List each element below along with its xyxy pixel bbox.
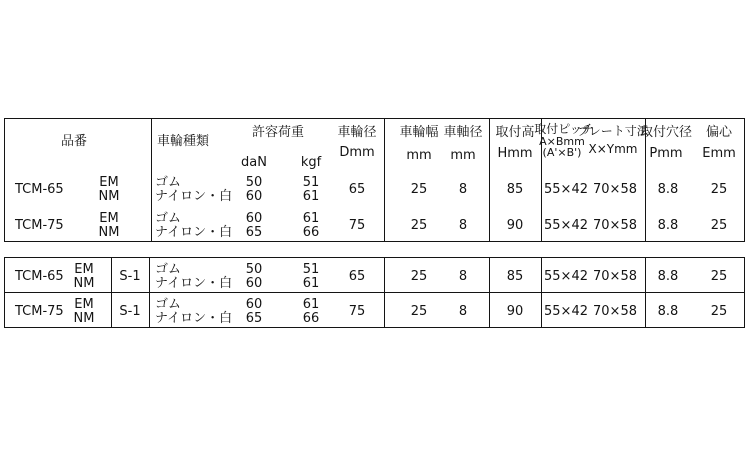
eccentricity-header: 偏心 bbox=[705, 125, 733, 140]
t1-row0-model: TCM-65 bbox=[15, 182, 64, 197]
allowable-load-header: 許容荷重 bbox=[251, 125, 305, 140]
plate-size-header: プレート寸法 bbox=[577, 124, 649, 138]
t1-row0-type-1: ゴム bbox=[155, 175, 182, 190]
t1-row1-dan-1: 60 bbox=[245, 211, 263, 226]
t1-row0-kgf-1: 51 bbox=[302, 175, 320, 190]
t1-row1-axle-dia: 8 bbox=[458, 218, 468, 233]
t2-row0-type-1: ゴム bbox=[155, 262, 182, 277]
t2-row0-mount-pitch: 55×42 bbox=[544, 269, 588, 284]
dan-unit-header: daN bbox=[241, 155, 267, 170]
mount-pitch-header: 取付ピッチ bbox=[534, 122, 594, 136]
t2-row1-variant-2: NM bbox=[73, 311, 95, 326]
hole-dia-unit: Pmm bbox=[649, 146, 683, 161]
part-number-header: 品番 bbox=[60, 134, 88, 149]
t2-row0-mount-height: 85 bbox=[506, 269, 524, 284]
t2-row0-eccentricity: 25 bbox=[710, 269, 728, 284]
t2-row1-mount-height: 90 bbox=[506, 304, 524, 319]
t1-row1-mount-height: 90 bbox=[506, 218, 524, 233]
t1-row1-kgf-2: 66 bbox=[302, 225, 320, 240]
t2-row0-plate-size: 70×58 bbox=[593, 269, 637, 284]
t1-row0-axle-dia: 8 bbox=[458, 182, 468, 197]
t1-row1-type-1: ゴム bbox=[155, 211, 182, 226]
t2-row0-stopper: S-1 bbox=[119, 269, 141, 284]
t2-row0-dan-1: 50 bbox=[245, 262, 263, 277]
mount-height-header: 取付高 bbox=[495, 125, 535, 140]
t1-row1-variant-1: EM bbox=[99, 211, 119, 226]
t2-row0-wheel-width: 25 bbox=[410, 269, 428, 284]
t1-row0-eccentricity: 25 bbox=[710, 182, 728, 197]
t2-row0-variant-2: NM bbox=[73, 276, 95, 291]
t1-row0-wheel-dia: 65 bbox=[348, 182, 366, 197]
t1-row0-dan-1: 50 bbox=[245, 175, 263, 190]
t1-row1-type-2: ナイロン・白 bbox=[155, 225, 233, 240]
t1-row0-mount-pitch: 55×42 bbox=[544, 182, 588, 197]
t1-row1-mount-pitch: 55×42 bbox=[544, 218, 588, 233]
divider bbox=[384, 119, 385, 241]
mount-pitch-unit: A×Bmm bbox=[539, 135, 585, 148]
spec-table-plain bbox=[4, 118, 745, 242]
eccentricity-unit: Emm bbox=[702, 146, 736, 161]
t2-row1-axle-dia: 8 bbox=[458, 304, 468, 319]
t1-row1-hole-dia: 8.8 bbox=[657, 218, 679, 233]
t2-row0-model: TCM-65 bbox=[15, 269, 64, 284]
mount-height-unit: Hmm bbox=[497, 146, 533, 161]
t2-row1-stopper: S-1 bbox=[119, 304, 141, 319]
divider bbox=[5, 292, 744, 293]
t2-row1-dan-1: 60 bbox=[245, 297, 263, 312]
t1-row0-wheel-width: 25 bbox=[410, 182, 428, 197]
t2-row1-wheel-dia: 75 bbox=[348, 304, 366, 319]
hole-dia-header: 取付穴径 bbox=[639, 125, 693, 140]
t2-row1-dan-2: 65 bbox=[245, 311, 263, 326]
t1-row0-variant-2: NM bbox=[98, 189, 120, 204]
t1-row0-mount-height: 85 bbox=[506, 182, 524, 197]
t1-row0-plate-size: 70×58 bbox=[593, 182, 637, 197]
wheel-width-header: 車輪幅 bbox=[399, 125, 439, 140]
t1-row1-model: TCM-75 bbox=[15, 218, 64, 233]
spec-table-stopper bbox=[4, 257, 745, 328]
t2-row1-mount-pitch: 55×42 bbox=[544, 304, 588, 319]
axle-dia-unit: mm bbox=[450, 148, 476, 163]
wheel-type-header: 車輪種類 bbox=[156, 134, 210, 149]
t1-row0-variant-1: EM bbox=[99, 175, 119, 190]
t2-row1-kgf-1: 61 bbox=[302, 297, 320, 312]
t2-row0-variant-1: EM bbox=[74, 262, 94, 277]
t1-row1-wheel-width: 25 bbox=[410, 218, 428, 233]
divider bbox=[151, 119, 152, 241]
t2-row0-kgf-2: 61 bbox=[302, 276, 320, 291]
t1-row1-dan-2: 65 bbox=[245, 225, 263, 240]
t1-row1-kgf-1: 61 bbox=[302, 211, 320, 226]
t1-row0-hole-dia: 8.8 bbox=[657, 182, 679, 197]
t2-row0-hole-dia: 8.8 bbox=[657, 269, 679, 284]
t2-row0-axle-dia: 8 bbox=[458, 269, 468, 284]
t2-row0-dan-2: 60 bbox=[245, 276, 263, 291]
wheel-width-unit: mm bbox=[406, 148, 432, 163]
t1-row0-dan-2: 60 bbox=[245, 189, 263, 204]
t1-row1-variant-2: NM bbox=[98, 225, 120, 240]
t1-row1-wheel-dia: 75 bbox=[348, 218, 366, 233]
t1-row0-type-2: ナイロン・白 bbox=[155, 189, 233, 204]
t2-row0-type-2: ナイロン・白 bbox=[155, 276, 233, 291]
t2-row1-type-2: ナイロン・白 bbox=[155, 311, 233, 326]
t2-row1-kgf-2: 66 bbox=[302, 311, 320, 326]
t1-row1-plate-size: 70×58 bbox=[593, 218, 637, 233]
t2-row0-kgf-1: 51 bbox=[302, 262, 320, 277]
t1-row1-eccentricity: 25 bbox=[710, 218, 728, 233]
t2-row1-eccentricity: 25 bbox=[710, 304, 728, 319]
axle-dia-header: 車軸径 bbox=[443, 125, 483, 140]
t2-row1-variant-1: EM bbox=[74, 297, 94, 312]
wheel-dia-unit: Dmm bbox=[339, 145, 375, 160]
t2-row1-plate-size: 70×58 bbox=[593, 304, 637, 319]
t2-row1-wheel-width: 25 bbox=[410, 304, 428, 319]
t2-row1-type-1: ゴム bbox=[155, 297, 182, 312]
plate-size-unit: X×Ymm bbox=[588, 142, 638, 156]
divider bbox=[489, 119, 490, 241]
t2-row0-wheel-dia: 65 bbox=[348, 269, 366, 284]
wheel-dia-header: 車輪径 bbox=[337, 125, 377, 140]
kgf-unit-header: kgf bbox=[300, 155, 322, 170]
t2-row1-hole-dia: 8.8 bbox=[657, 304, 679, 319]
t1-row0-kgf-2: 61 bbox=[302, 189, 320, 204]
mount-pitch-unit-sub: (A'×B') bbox=[542, 146, 582, 159]
t2-row1-model: TCM-75 bbox=[15, 304, 64, 319]
